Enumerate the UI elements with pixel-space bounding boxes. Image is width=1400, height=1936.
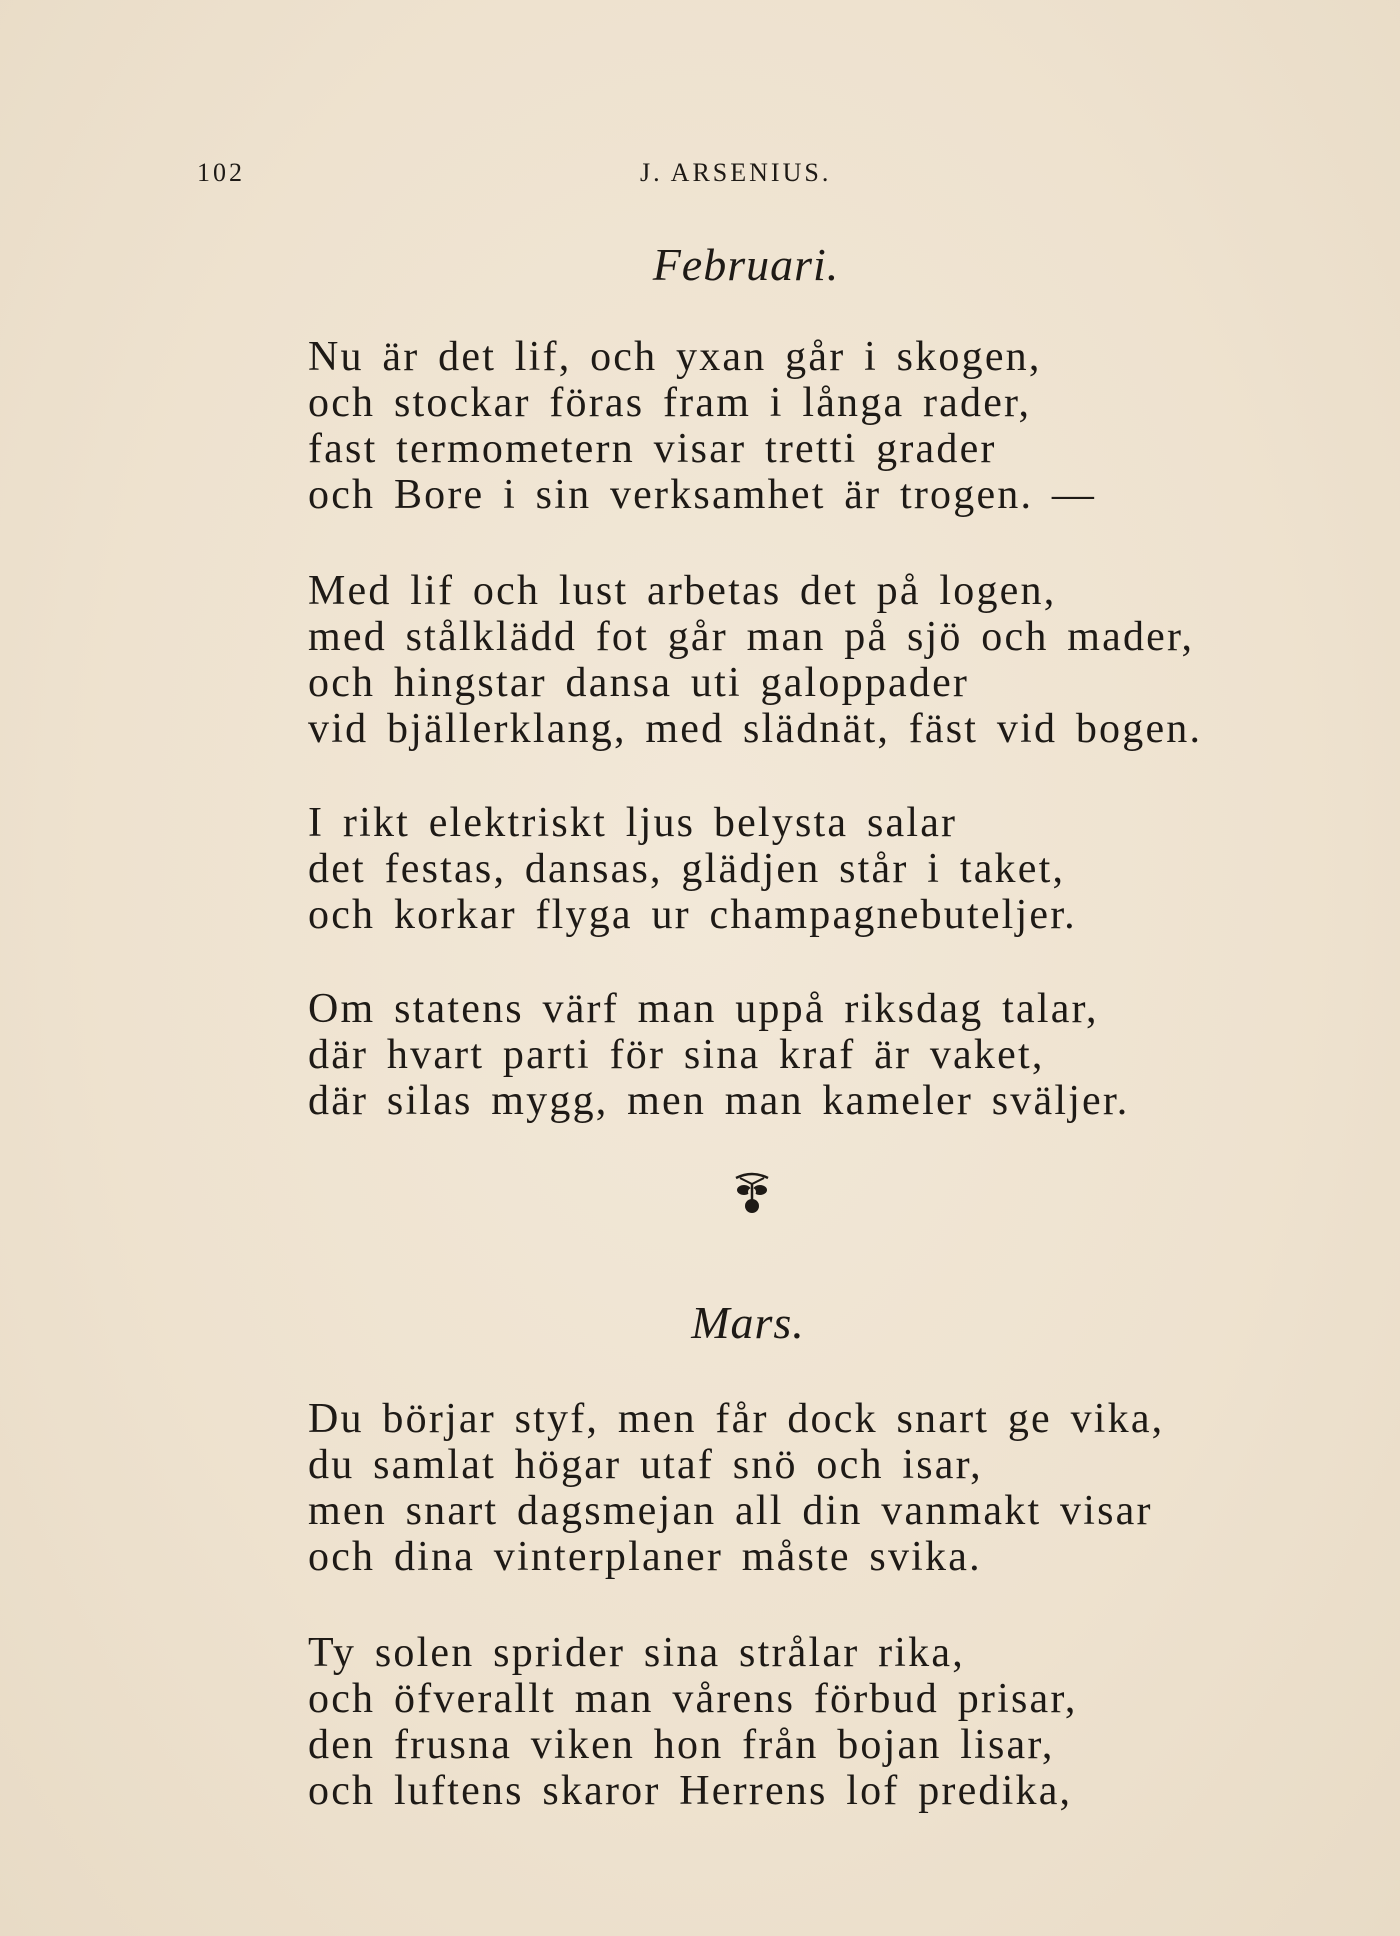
poem-line: där hvart parti för sina kraf är vaket,: [308, 1032, 1045, 1078]
stanza-februari-1: [308, 334, 1096, 518]
poem-line: och korkar flyga ur champagnebuteljer.: [308, 892, 1077, 938]
stanza-februari-2: [308, 568, 1202, 752]
poem-line: med stålklädd fot går man på sjö och mader,: [308, 614, 1195, 660]
stanza-februari-4: [308, 986, 1129, 1124]
stanza-mars-2: [308, 1630, 1078, 1814]
poem-line: och öfverallt man vårens förbud prisar,: [308, 1676, 1078, 1722]
poem-line: du samlat högar utaf snö och isar,: [308, 1442, 983, 1488]
poem-line: Du börjar styf, men får dock snart ge vika,: [308, 1396, 1165, 1442]
poem-line: vid bjällerklang, med slädnät, fäst vid bogen.: [308, 706, 1203, 752]
poem-title-mars: Mars.: [691, 1297, 805, 1348]
poem-line: där silas mygg, men man kameler sväljer.: [308, 1078, 1130, 1124]
poem-line: men snart dagsmejan all din vanmakt visar: [308, 1488, 1153, 1534]
author-name: J. ARSENIUS.: [640, 158, 832, 187]
page-number: 102: [197, 158, 245, 187]
poem-line: den frusna viken hon från bojan lisar,: [308, 1722, 1055, 1768]
poem-line: det festas, dansas, glädjen står i taket,: [308, 846, 1066, 892]
poem-title-februari: Februari.: [652, 239, 840, 290]
poem-line: Med lif och lust arbetas det på logen,: [308, 568, 1057, 614]
poem-line: I rikt elektriskt ljus belysta salar: [308, 800, 958, 846]
poem-line: Ty solen sprider sina strålar rika,: [308, 1630, 965, 1676]
poem-line: och Bore i sin verksamhet är trogen. —: [308, 472, 1097, 518]
running-head: [0, 158, 1400, 198]
poem-line: och dina vinterplaner måste svika.: [308, 1534, 982, 1580]
poem-line: och hingstar dansa uti galoppader: [308, 660, 970, 706]
floral-ornament-icon: [732, 1170, 772, 1216]
poem-line: Nu är det lif, och yxan går i skogen,: [308, 334, 1042, 380]
stanza-februari-3: [308, 800, 1077, 938]
poem-line: fast termometern visar tretti grader: [308, 426, 997, 472]
poem-line: Om statens värf man uppå riksdag talar,: [308, 986, 1099, 1032]
stanza-mars-1: [308, 1396, 1164, 1580]
poem-line: och stockar föras fram i långa rader,: [308, 380, 1032, 426]
poem-line: och luftens skaror Herrens lof predika,: [308, 1768, 1073, 1814]
